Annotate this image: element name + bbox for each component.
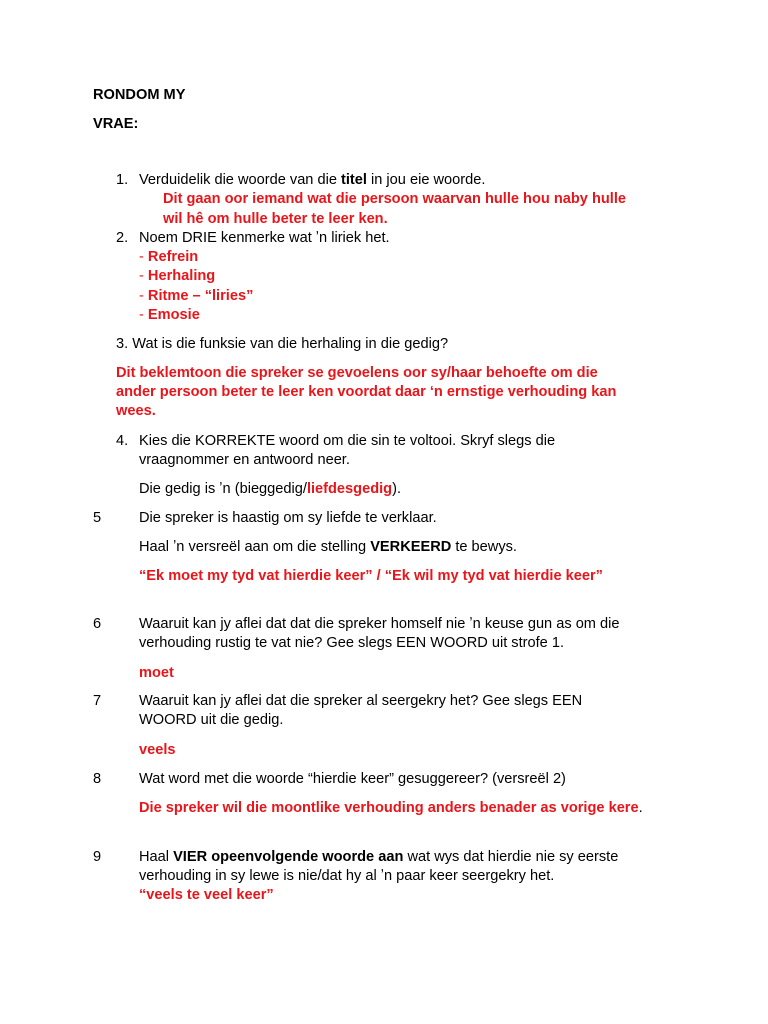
question-6-line-2: verhouding rustig te vat nie? Gee slegs EEN WOORD uit strofe 1.	[139, 635, 565, 651]
question-text: Verduidelik die woorde van die	[139, 172, 342, 188]
question-6-line-1: Waaruit kan jy aflei dat dat die spreker homself nie ʼn keuse gun as om die	[139, 616, 620, 632]
answer-3-line-1: Dit beklemtoon die spreker se gevoelens oor sy/haar behoefte om die	[116, 365, 598, 381]
answer-1-line-1: Dit gaan oor iemand wat die persoon waarvan hulle hou naby hulle	[163, 191, 627, 207]
question-5-line-2	[139, 538, 517, 557]
question-9-line-2: verhouding in sy lewe is nie/dat hy al ʼn paar keer seergekry het.	[139, 868, 555, 884]
question-8-text: Wat word met die woorde “hierdie keer” gesuggereer? (versreël 2)	[139, 771, 566, 787]
answer-2-item	[139, 287, 253, 306]
question-text: in jou eie woorde.	[366, 172, 486, 188]
answer-2-item	[139, 267, 215, 286]
question-7-line-2: WOORD uit die gedig.	[139, 712, 284, 728]
question-1-text	[139, 171, 485, 190]
answer-8	[139, 799, 643, 818]
sentence-text: Die gedig is ʼn (bieggedig/	[139, 481, 307, 497]
question-4-sentence	[139, 480, 401, 499]
question-number: 2.	[116, 230, 129, 246]
bullet-dash: -	[139, 288, 148, 304]
bullet-dash: -	[139, 307, 148, 323]
bullet-dash: -	[139, 268, 148, 284]
answer-text: liefdesgedig	[306, 481, 393, 497]
question-3-text: 3. Wat is die funksie van die herhaling in die gedig?	[116, 336, 449, 352]
answer-6: moet	[139, 665, 174, 681]
answer-3-line-2: ander persoon beter te leer ken voordat daar ‘n ernstige verhouding kan	[116, 384, 617, 400]
question-text: Haal ʼn versreël aan om die stelling	[139, 539, 371, 555]
question-emphasis: VERKEERD	[370, 539, 452, 555]
question-4-line-2: vraagnommer en antwoord neer.	[139, 452, 350, 468]
sentence-text: .	[638, 800, 643, 816]
answer-1-line-2: wil hê om hulle beter te leer ken.	[163, 211, 388, 227]
question-2-text: Noem DRIE kenmerke wat ʼn liriek het.	[139, 230, 390, 246]
question-text: Haal	[139, 849, 174, 865]
page-title: RONDOM MY	[93, 87, 186, 103]
answer-text: Refrein	[147, 249, 199, 265]
question-7-line-1: Waaruit kan jy aflei dat die spreker al seergekry het? Gee slegs EEN	[139, 693, 583, 709]
question-number: 5	[93, 510, 102, 526]
question-number: 9	[93, 849, 102, 865]
sentence-text: ).	[392, 481, 402, 497]
question-text: te bewys.	[451, 539, 517, 555]
question-5-line-1: Die spreker is haastig om sy liefde te verklaar.	[139, 510, 437, 526]
question-number: 4.	[116, 433, 129, 449]
answer-text: Herhaling	[147, 268, 216, 284]
answer-text: Die spreker wil die moontlike verhouding anders benader as vorige kere	[139, 800, 639, 816]
answer-9: “veels te veel keer”	[139, 887, 274, 903]
answer-text: Emosie	[147, 307, 200, 323]
answer-7: veels	[139, 742, 176, 758]
answer-text: Ritme – “liries”	[147, 288, 254, 304]
question-number: 6	[93, 616, 102, 632]
question-emphasis: titel	[341, 172, 367, 188]
question-number: 7	[93, 693, 102, 709]
section-heading: VRAE:	[93, 116, 139, 132]
question-text: wat wys dat hierdie nie sy eerste	[403, 849, 619, 865]
question-emphasis: VIER opeenvolgende woorde aan	[173, 849, 404, 865]
answer-3-line-3: wees.	[116, 403, 156, 419]
question-9-line-1	[139, 848, 618, 867]
question-number: 8	[93, 771, 102, 787]
answer-5: “Ek moet my tyd vat hierdie keer” / “Ek wil my tyd vat hierdie keer”	[139, 568, 603, 584]
answer-2-item	[139, 306, 200, 325]
bullet-dash: -	[139, 249, 148, 265]
question-number: 1.	[116, 172, 129, 188]
answer-2-item	[139, 248, 198, 267]
question-4-line-1: Kies die KORREKTE woord om die sin te voltooi. Skryf slegs die	[139, 433, 556, 449]
